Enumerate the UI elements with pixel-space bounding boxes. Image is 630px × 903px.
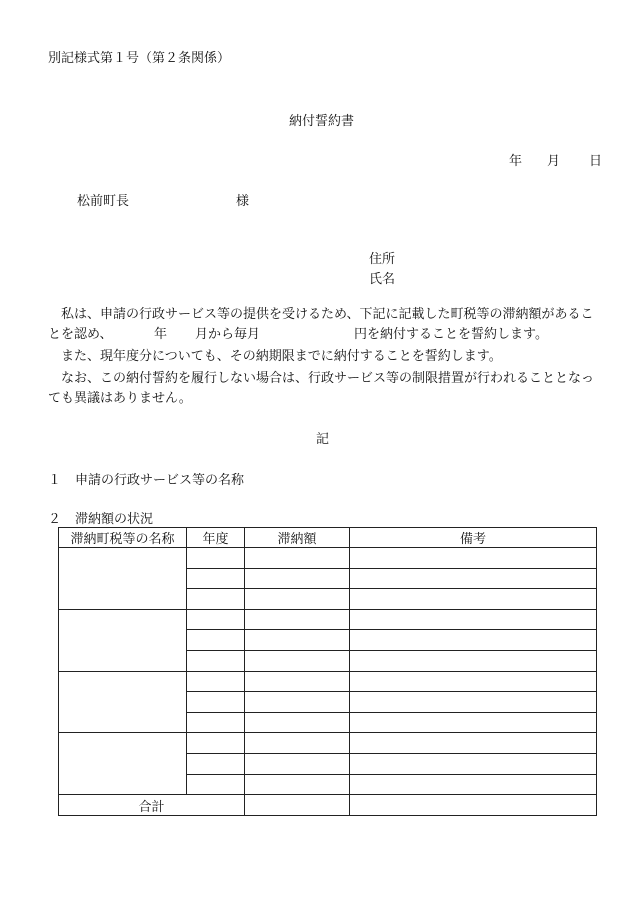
year-cell[interactable]: [187, 733, 245, 754]
amount-cell[interactable]: [245, 692, 350, 713]
amount-cell[interactable]: [245, 548, 350, 569]
section-2-number: ２: [48, 512, 62, 527]
ki-marker: 記: [316, 432, 330, 447]
year-cell[interactable]: [187, 692, 245, 713]
year-cell[interactable]: [187, 650, 245, 671]
remarks-cell[interactable]: [350, 650, 597, 671]
amount-cell[interactable]: [245, 733, 350, 754]
year-cell[interactable]: [187, 671, 245, 692]
amount-cell[interactable]: [245, 609, 350, 630]
addressee-honorific: 様: [236, 194, 250, 209]
addressee-name: 松前町長: [77, 194, 130, 209]
table-row: [59, 548, 597, 569]
table-row: [59, 733, 597, 754]
body-p3-line2: ても異議はありません。: [48, 391, 192, 406]
name-label: 氏名: [369, 272, 396, 287]
section-2-label: 滞納額の状況: [75, 512, 154, 527]
body-p1-line2-year: 年: [154, 327, 168, 342]
remarks-cell[interactable]: [350, 712, 597, 733]
table-row: [59, 671, 597, 692]
remarks-cell[interactable]: [350, 692, 597, 713]
amount-cell[interactable]: [245, 753, 350, 774]
table-row: [59, 609, 597, 630]
body-p1-line2-c: 円を納付することを誓約します。: [354, 327, 548, 342]
date-day: 日: [589, 154, 603, 169]
form-reference: 別記様式第１号（第２条関係）: [48, 51, 231, 66]
amount-cell[interactable]: [245, 589, 350, 610]
amount-cell[interactable]: [245, 774, 350, 795]
remarks-cell[interactable]: [350, 774, 597, 795]
body-p3-line1: なお、この納付誓約を履行しない場合は、行政サービス等の制限措置が行われることとなっ: [61, 371, 595, 386]
body-p2: また、現年度分についても、その納期限までに納付することを誓約します。: [61, 349, 502, 364]
tax-name-cell[interactable]: [59, 671, 187, 733]
total-amount-cell[interactable]: [245, 795, 350, 816]
amount-cell[interactable]: [245, 650, 350, 671]
body-p1-line2-a: とを認め、: [48, 327, 113, 342]
year-cell[interactable]: [187, 630, 245, 651]
address-label: 住所: [369, 252, 396, 267]
remarks-cell[interactable]: [350, 630, 597, 651]
year-cell[interactable]: [187, 548, 245, 569]
section-1-label: 申請の行政サービス等の名称: [75, 473, 245, 488]
remarks-cell[interactable]: [350, 589, 597, 610]
year-cell[interactable]: [187, 589, 245, 610]
total-label: 合計: [59, 795, 245, 816]
tax-name-cell[interactable]: [59, 733, 187, 795]
header-arrears-amount: 滞納額: [245, 528, 350, 548]
tax-name-cell[interactable]: [59, 548, 187, 610]
remarks-cell[interactable]: [350, 609, 597, 630]
tax-name-cell[interactable]: [59, 609, 187, 671]
amount-cell[interactable]: [245, 630, 350, 651]
year-cell[interactable]: [187, 609, 245, 630]
body-p1-line2-b: 月から毎月: [195, 327, 261, 342]
year-cell[interactable]: [187, 753, 245, 774]
header-remarks: 備考: [350, 528, 597, 548]
document-title: 納付誓約書: [289, 114, 355, 129]
year-cell[interactable]: [187, 774, 245, 795]
total-remarks-cell[interactable]: [350, 795, 597, 816]
year-cell[interactable]: [187, 568, 245, 589]
date-year: 年: [509, 154, 523, 169]
body-p1-line1: 私は、申請の行政サービス等の提供を受けるため、下記に記載した町税等の滞納額があるこ: [61, 307, 594, 322]
remarks-cell[interactable]: [350, 753, 597, 774]
year-cell[interactable]: [187, 712, 245, 733]
section-1-number: １: [48, 473, 62, 488]
body-p1-line2: [48, 325, 548, 345]
amount-cell[interactable]: [245, 671, 350, 692]
amount-cell[interactable]: [245, 712, 350, 733]
remarks-cell[interactable]: [350, 733, 597, 754]
remarks-cell[interactable]: [350, 568, 597, 589]
amount-cell[interactable]: [245, 568, 350, 589]
total-row: [59, 795, 597, 816]
date-month: 月: [547, 154, 561, 169]
table-header-row: [59, 528, 597, 548]
header-fiscal-year: 年度: [187, 528, 245, 548]
remarks-cell[interactable]: [350, 671, 597, 692]
remarks-cell[interactable]: [350, 548, 597, 569]
header-tax-name: 滞納町税等の名称: [59, 528, 187, 548]
arrears-table: [58, 527, 597, 816]
